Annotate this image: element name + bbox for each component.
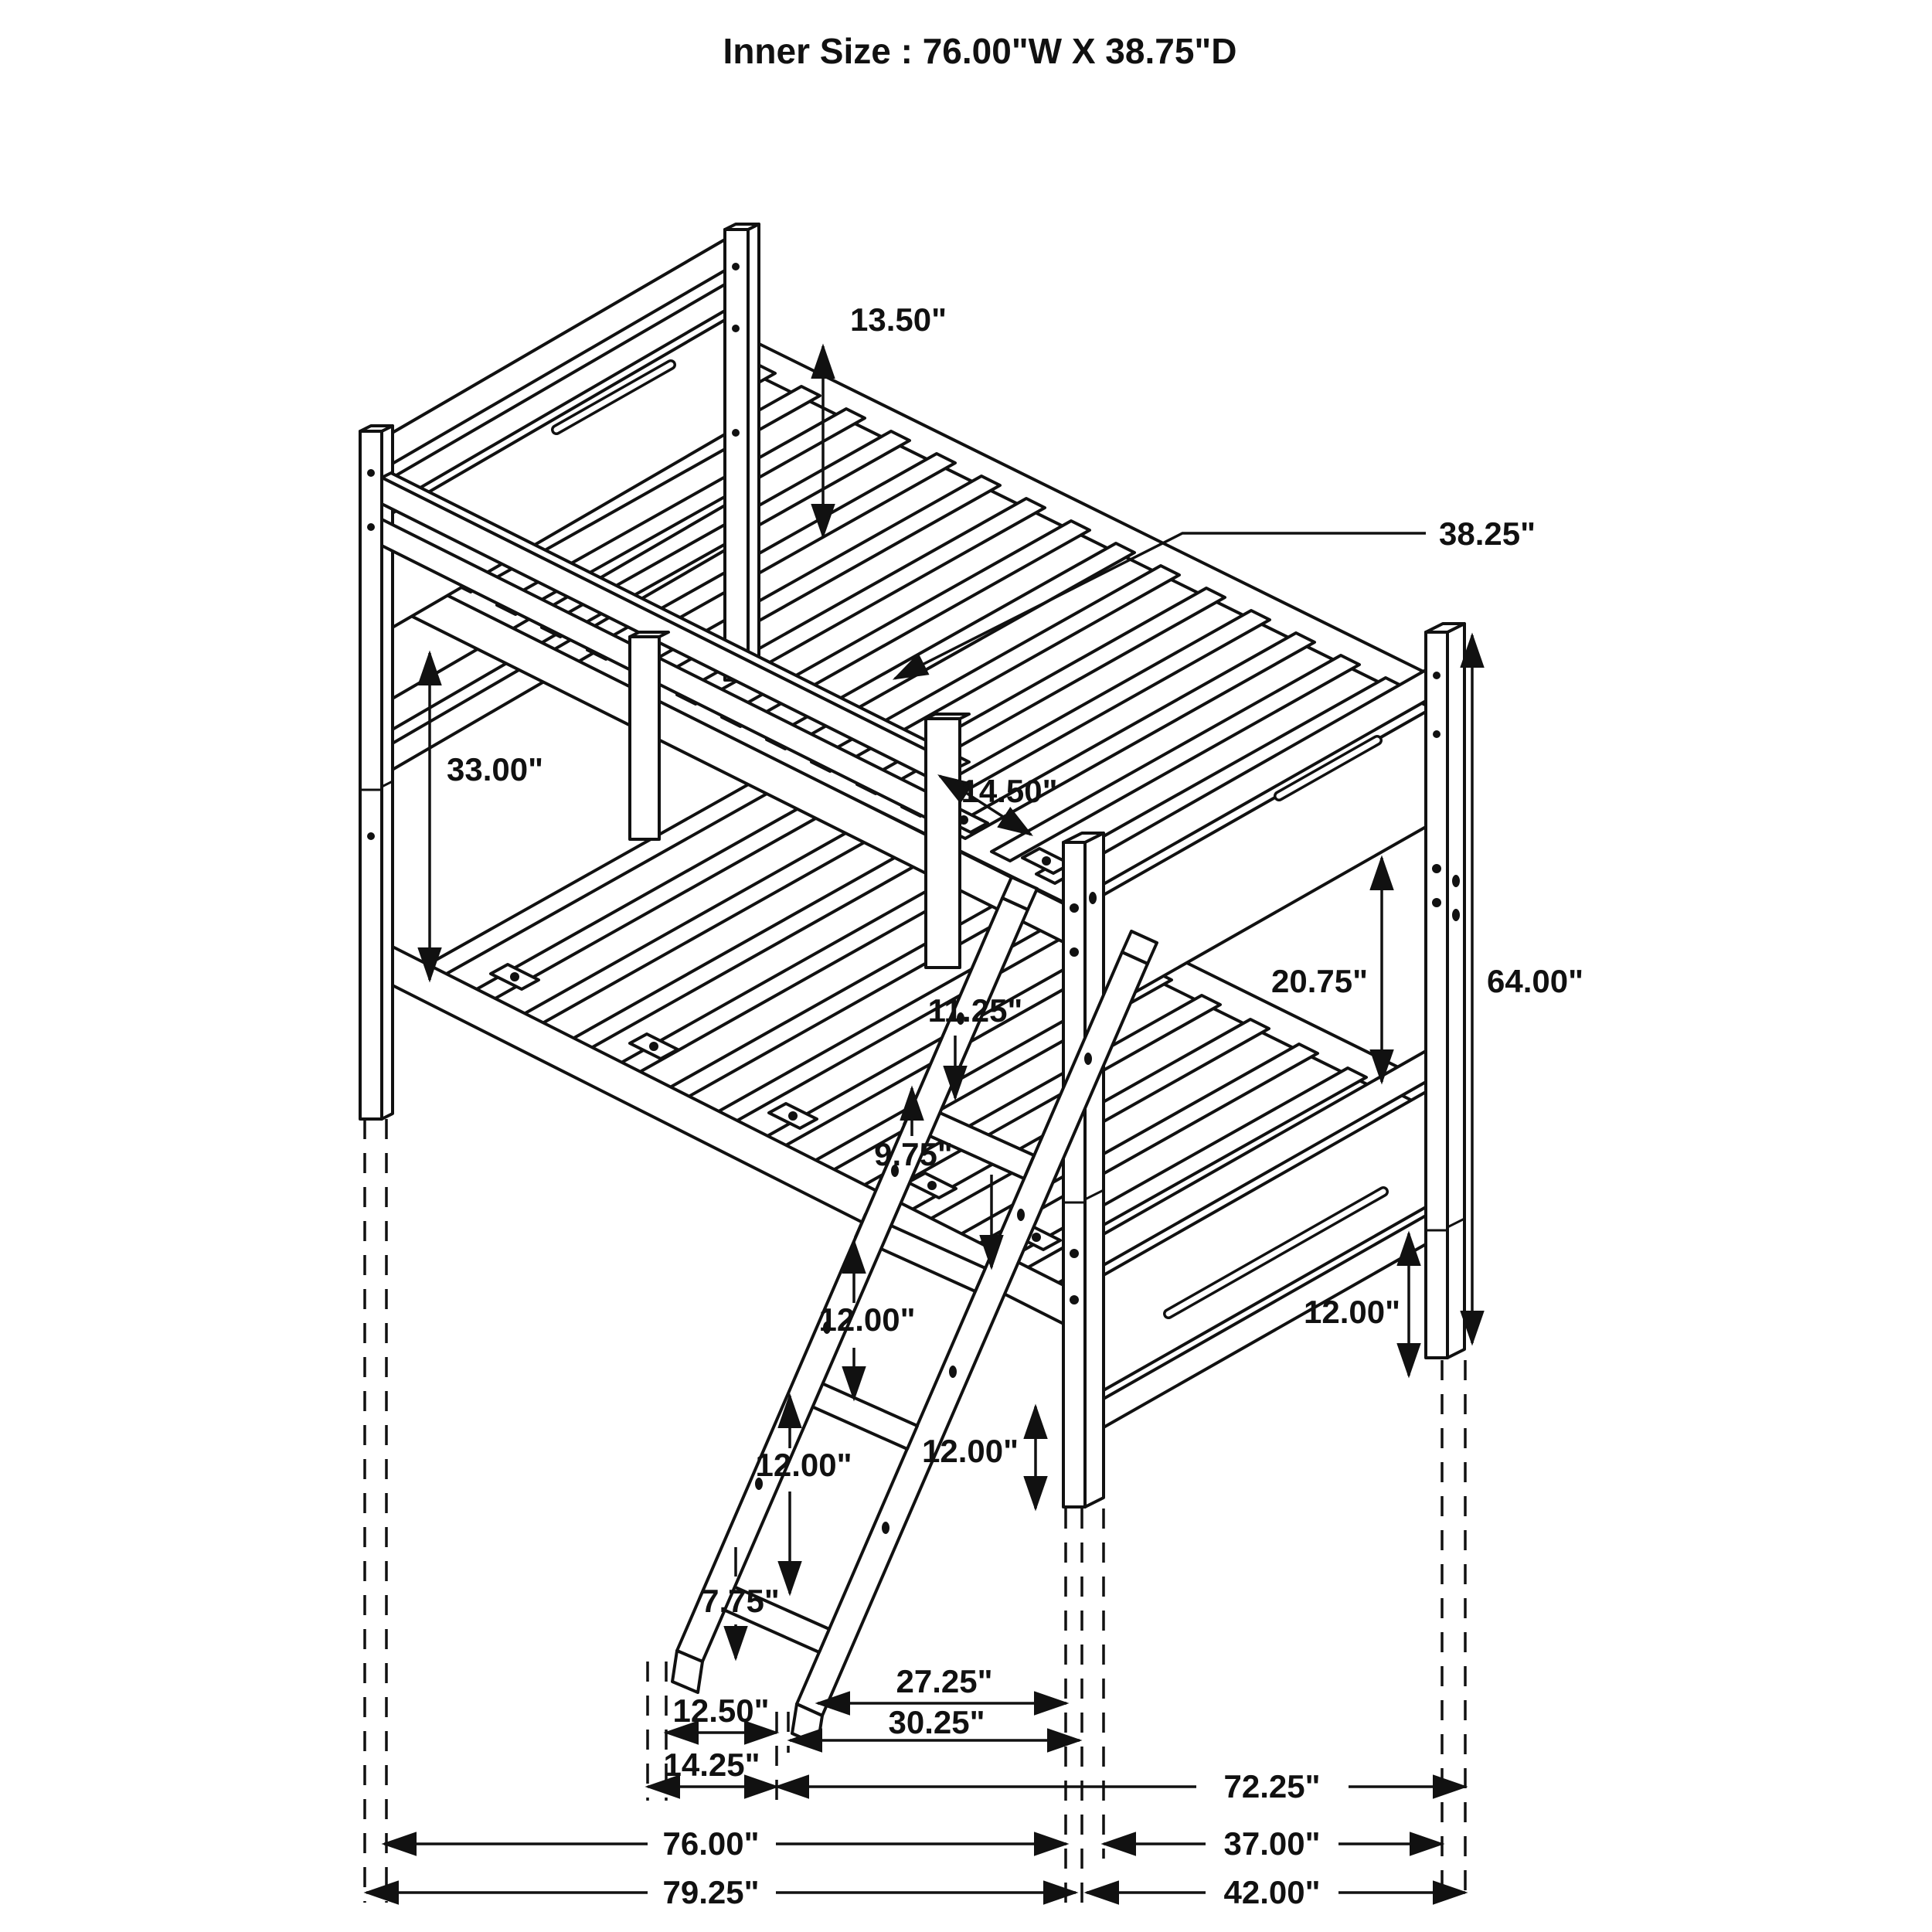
dim-ladder-inner-width (666, 1692, 777, 1733)
dim-label-12-50: 12.50" (672, 1692, 770, 1729)
dim-label-12-00-ladder-lower: 12.00" (755, 1447, 852, 1483)
headboard-right-post (725, 224, 759, 681)
dim-ladder-clearance (818, 1663, 1066, 1703)
dim-label-14-50: 14.50" (961, 773, 1058, 809)
dim-label-76-00: 76.00" (662, 1825, 760, 1862)
dim-overall-depth (1087, 1874, 1465, 1910)
dim-ladder-outer-width (648, 1747, 777, 1787)
dim-label-7-75: 7.75" (701, 1583, 780, 1619)
dim-inner-length (384, 1825, 1066, 1862)
dim-label-14-25: 14.25" (663, 1747, 760, 1783)
lower-footboard (1104, 1051, 1426, 1427)
dim-label-20-75: 20.75" (1270, 963, 1368, 999)
dim-label-12-00-front-post: 12.00" (921, 1433, 1019, 1469)
dim-label-27-25: 27.25" (896, 1663, 993, 1699)
dim-label-72-25: 72.25" (1223, 1768, 1321, 1804)
dim-label-64-00: 64.00" (1487, 963, 1584, 999)
page-title: Inner Size : 76.00"W X 38.75"D (723, 31, 1237, 71)
dim-label-30-25: 30.25" (888, 1704, 985, 1740)
dim-label-9-75: 9.75" (874, 1136, 953, 1172)
right-post (1426, 624, 1464, 1358)
dim-label-13-50: 13.50" (850, 301, 947, 338)
dim-label-79-25: 79.25" (662, 1874, 760, 1910)
dim-label-37-00: 37.00" (1223, 1825, 1321, 1862)
dim-end-width (1104, 1825, 1442, 1862)
dim-ladder-reach (790, 1704, 1080, 1740)
dim-label-42-00: 42.00" (1223, 1874, 1321, 1910)
dim-label-38-25: 38.25" (1439, 515, 1536, 552)
dim-frame-length (777, 1768, 1465, 1804)
dim-overall-length (366, 1874, 1076, 1910)
front-post (1063, 833, 1104, 1507)
dim-label-33-00: 33.00" (447, 751, 544, 787)
dim-label-12-00-ladder-upper: 12.00" (818, 1301, 916, 1338)
dim-label-12-00-right: 12.00" (1303, 1294, 1400, 1330)
dim-label-11-25: 11.25" (927, 992, 1023, 1029)
dim-overall-height (1472, 635, 1583, 1343)
